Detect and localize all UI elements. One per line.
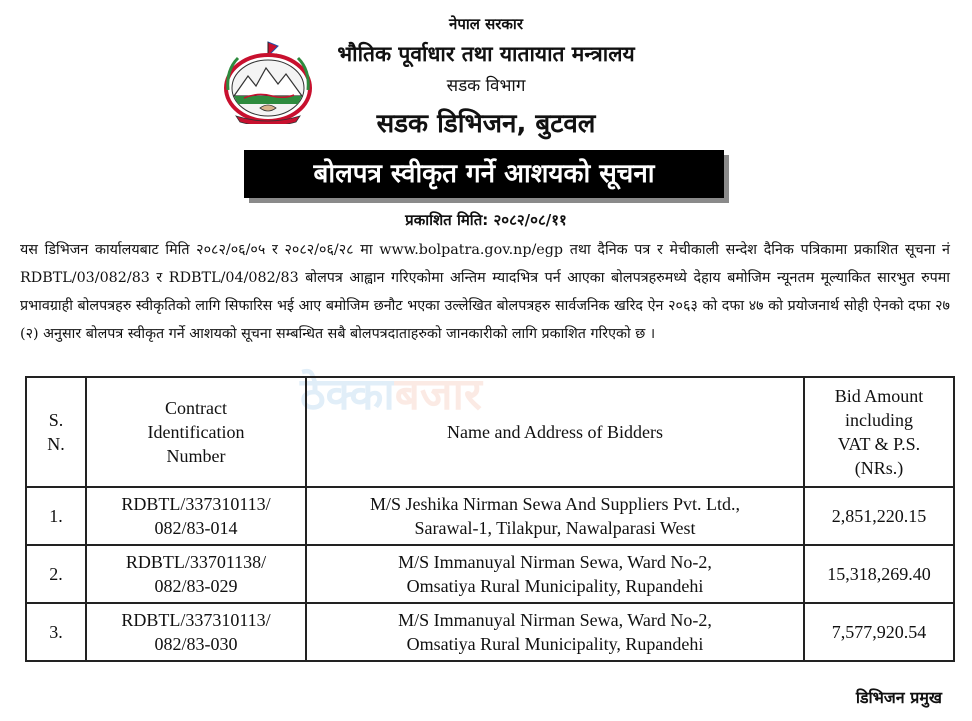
table-header-row (26, 377, 954, 487)
row-amount: 15,318,269.40 (804, 545, 954, 603)
published-date: प्रकाशित मिति: २०८२/०८/११ (405, 211, 567, 229)
notice-title: बोलपत्र स्वीकृत गर्ने आशयको सूचना (244, 150, 724, 198)
row-contract: RDBTL/337310113/ 082/83-014 (86, 487, 306, 545)
watermark-part2: बजार (394, 369, 482, 420)
row-bidder: M/S Immanuyal Nirman Sewa, Ward No-2, Omsatiya Rural Municipality, Rupandehi (306, 603, 804, 661)
notice-body: यस डिभिजन कार्यालयबाट मिति २०८२/०६/०५ र २०८२/०६/२८ मा www.bolpatra.gov.np/egp तथा दैनिक पत्र र मेचीकाली सन्देश दैनिक पत्रिकामा प्रकाशित सूचना नं RDBTL/03/082/83 र RDBTL/04/082/83 बोलपत्र आह्वान गरिएकोमा अन्तिम म्यादभित्र पर्न आएका बोलपत्रहरुमध्ये देहाय बमोजिम न्यूनतम मूल्याकित सारभुत रुपमा प्रभावग्राही बोलपत्रहरु स्वीकृतिको लागि सिफारिस भई आए बमोजिम छनौट भएका उल्लेखित बोलपत्रहरु सार्वजनिक खरिद ऐन २०६३ को दफा ४७ को प्रयोजनार्थ सोही ऐनको दफा २७ (२) अनुसार बोलपत्र स्वीकृत गर्ने आशयको सूचना सम्बन्धित सबै बोलपत्रदाताहरुको जानकारीको लागि प्रकाशित गरिएको छ । (20, 242, 950, 342)
table-row (26, 487, 954, 545)
row-sn: 2. (26, 545, 86, 603)
row-amount: 7,577,920.54 (804, 603, 954, 661)
division-name: सडक डिभिजन, बुटवल (376, 109, 596, 139)
header-amount: Bid Amount including VAT & P.S. (NRs.) (804, 377, 954, 487)
header-contract: Contract Identification Number (86, 377, 306, 487)
watermark-part1: ठेक्का (300, 369, 395, 420)
signature-label: डिभिजन प्रमुख (855, 688, 942, 707)
row-sn: 3. (26, 603, 86, 661)
row-sn: 1. (26, 487, 86, 545)
header-sn: S. N. (26, 377, 86, 487)
row-bidder: M/S Immanuyal Nirman Sewa, Ward No-2, Omsatiya Rural Municipality, Rupandehi (306, 545, 804, 603)
header-bidder: Name and Address of Bidders (306, 377, 804, 487)
table-row (26, 545, 954, 603)
row-contract: RDBTL/337310113/ 082/83-030 (86, 603, 306, 661)
ministry-name: भौतिक पूर्वाधार तथा यातायात मन्त्रालय (337, 42, 635, 66)
row-bidder: M/S Jeshika Nirman Sewa And Suppliers Pvt. Ltd., Sarawal-1, Tilakpur, Nawalparasi West (306, 487, 804, 545)
bids-table (25, 376, 955, 662)
row-amount: 2,851,220.15 (804, 487, 954, 545)
department-name: सडक विभाग (446, 76, 526, 96)
government-name: नेपाल सरकार (449, 15, 523, 33)
row-contract: RDBTL/33701138/ 082/83-029 (86, 545, 306, 603)
table-row (26, 603, 954, 661)
